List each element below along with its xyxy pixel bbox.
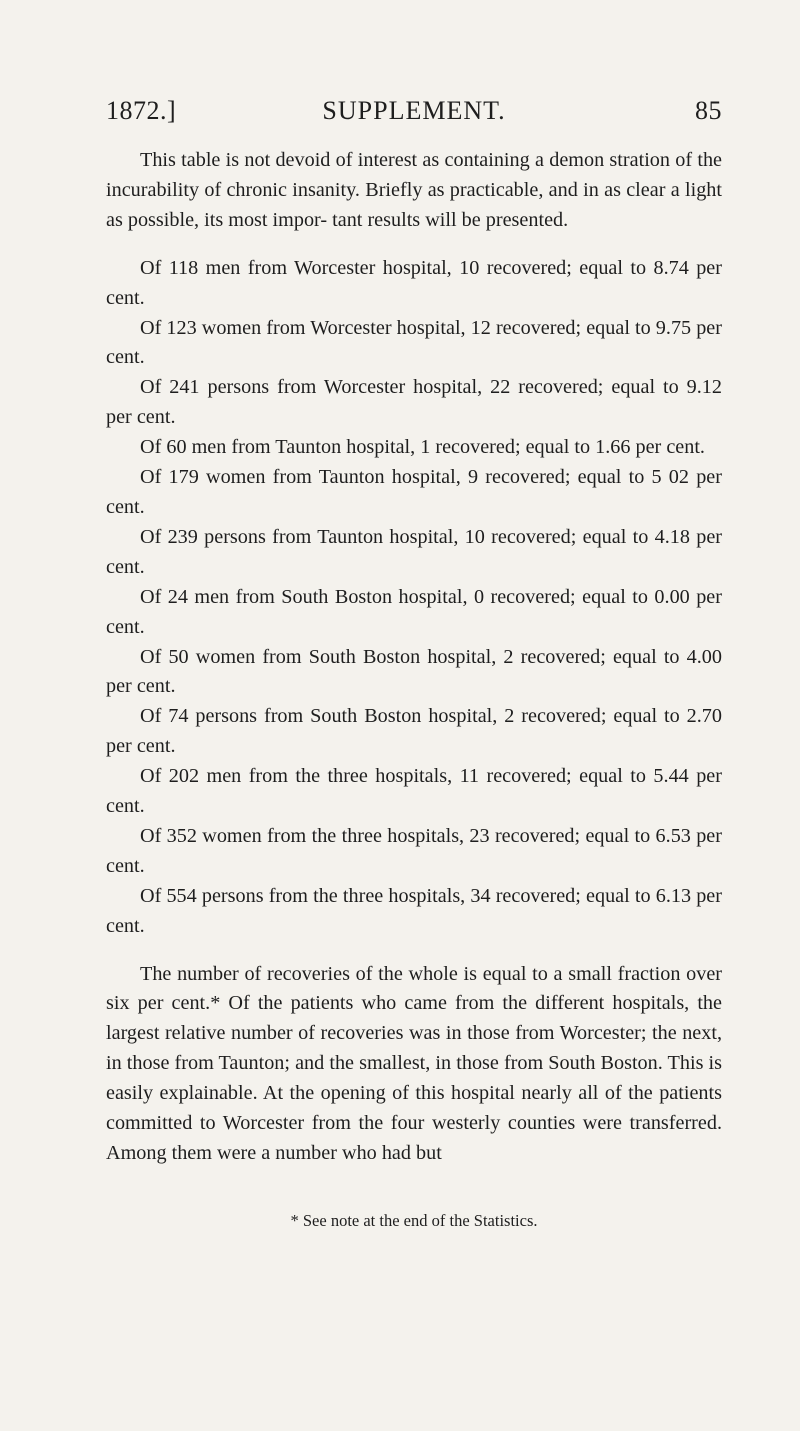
closing-paragraph: The number of recoveries of the whole is equal to a small fraction over six per cent.* Of the patients who came from the different hospitals, the largest relative number of recoveries was in those from Worcester; the next, in those from Taunton; and the smallest, in those from South Boston. This is easily explainable. At the opening of this hospital nearly all of the patients committed to Worcester from the four westerly counties were transferred. Among them were a number who had but [106, 962, 722, 1164]
statistic-line: Of 74 persons from South Boston hospital, 2 recovered; equal to 2.70 per cent. [106, 705, 722, 758]
statistic-line: Of 24 men from South Boston hospital, 0 recovered; equal to 0.00 per cent. [106, 585, 722, 638]
footnote: * See note at the end of the Statistics. [290, 1211, 538, 1230]
statistic-line: Of 50 women from South Boston hospital, 2 recovered; equal to 4.00 per cent. [106, 645, 722, 698]
statistic-line: Of 118 men from Worcester hospital, 10 recovered; equal to 8.74 per cent. [106, 256, 722, 309]
statistic-line: Of 554 persons from the three hospitals, 34 recovered; equal to 6.13 per cent. [106, 884, 722, 937]
statistic-line: Of 202 men from the three hospitals, 11 recovered; equal to 5.44 per cent. [106, 765, 722, 818]
intro-paragraph: This table is not devoid of interest as containing a demon stration of the incurability of chronic insanity. Briefly as practicable, and in as clear a light as possible, its most impor- tant results will be presented. [106, 149, 722, 231]
statistic-line: Of 179 women from Taunton hospital, 9 recovered; equal to 5 02 per cent. [106, 466, 722, 518]
recovery-statistics [106, 254, 722, 942]
statistic-line: Of 241 persons from Worcester hospital, 22 recovered; equal to 9.12 per cent. [106, 376, 722, 429]
statistic-line: Of 352 women from the three hospitals, 23 recovered; equal to 6.53 per cent. [106, 824, 722, 877]
header-title: SUPPLEMENT. [322, 96, 506, 125]
header-year: 1872.] [106, 96, 177, 125]
statistic-line: Of 239 persons from Taunton hospital, 10 recovered; equal to 4.18 per cent. [106, 525, 722, 578]
page-number: 85 [695, 96, 722, 125]
page-body [106, 146, 722, 1169]
statistic-line: Of 60 men from Taunton hospital, 1 recovered; equal to 1.66 per cent. [140, 436, 705, 459]
running-header [106, 96, 722, 136]
statistic-line: Of 123 women from Worcester hospital, 12 recovered; equal to 9.75 per cent. [106, 316, 722, 369]
